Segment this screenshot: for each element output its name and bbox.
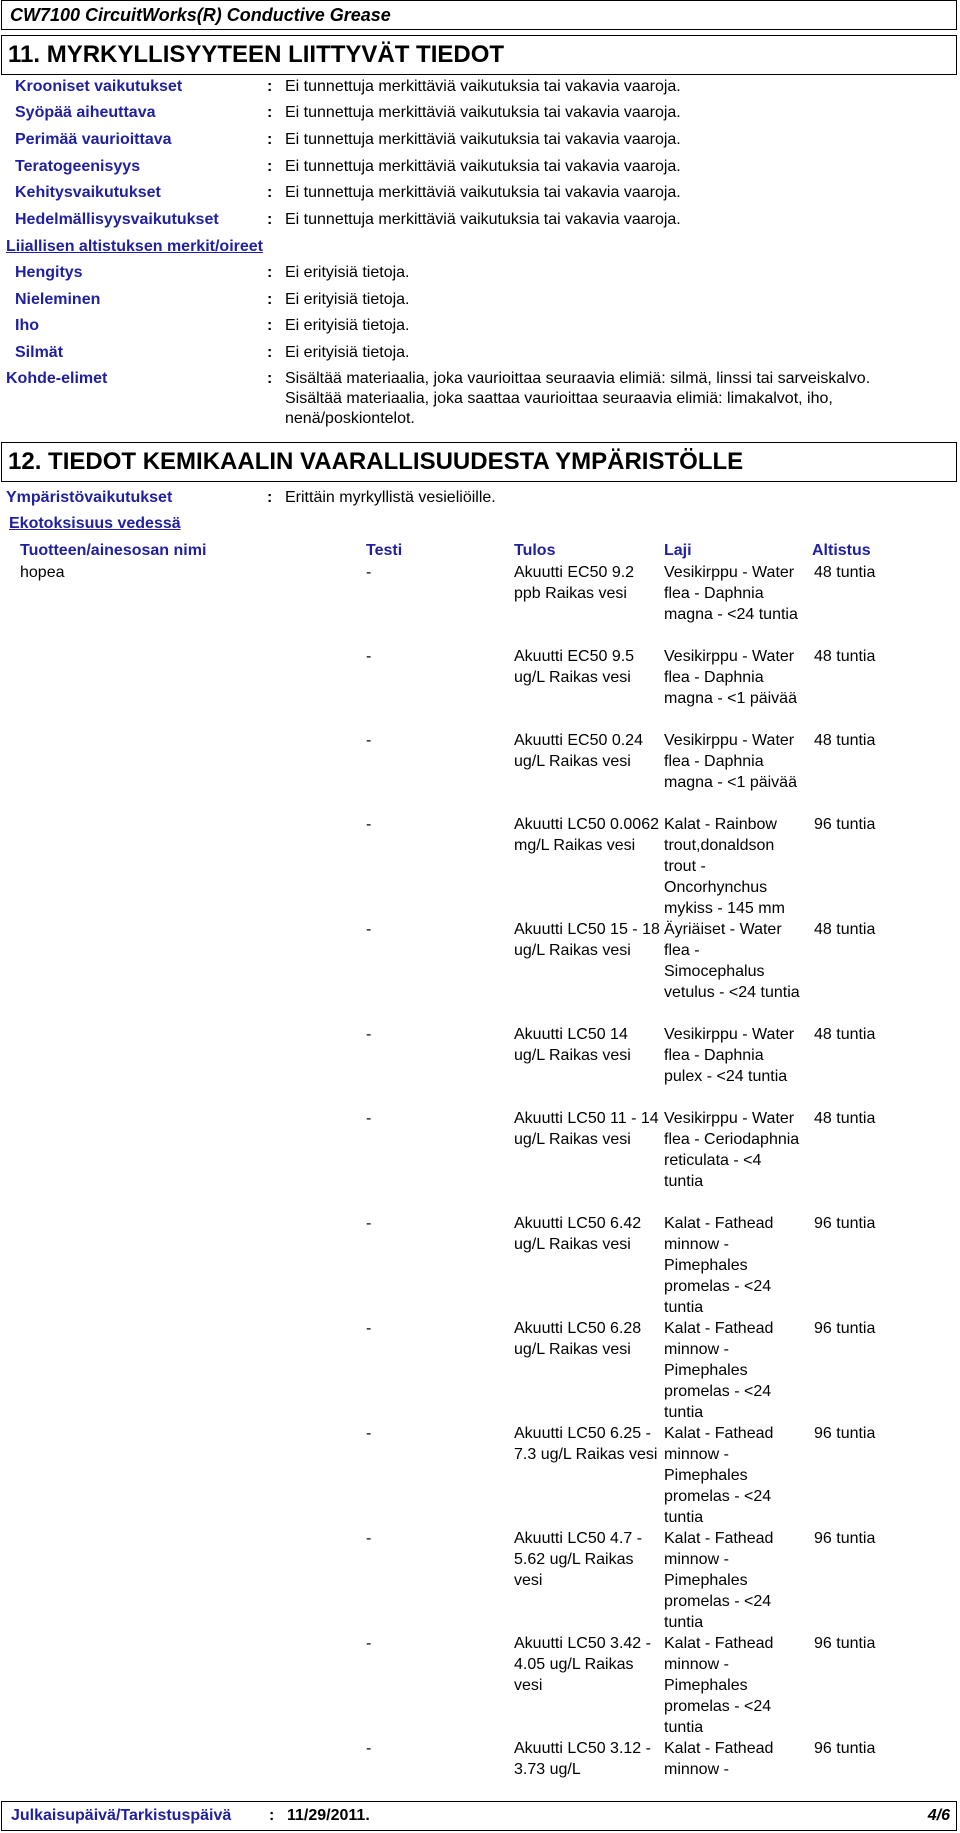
test-cell: -: [366, 1215, 372, 1232]
info-row: [0, 180, 960, 206]
result-cell: Akuutti LC50 11 - 14 ug/L Raikas vesi: [514, 1110, 659, 1148]
test-cell: -: [366, 1320, 372, 1337]
target-organs-value: Sisältää materiaalia, joka vaurioittaa seuraavia elimiä: silmä, linssi tai sarveiskalvo. Sisältää materiaalia, joka saattaa vaurioittaa seuraavia elimiä: limakalvot, iho, nenä/poskiontelot.: [285, 370, 871, 427]
row-value: Ei tunnettuja merkittäviä vaikutuksia tai vakavia vaaroja.: [285, 184, 681, 201]
result-cell: Akuutti EC50 9.5 ug/L Raikas vesi: [514, 648, 635, 686]
column-header-species: Laji: [664, 542, 692, 559]
test-cell: -: [366, 1530, 372, 1547]
info-row: [0, 154, 960, 180]
symptom-label: Iho: [15, 317, 39, 334]
species-cell: Kalat - Rainbow trout,donaldson trout - Oncorhynchus mykiss - 145 mm: [664, 816, 785, 917]
document-title: CW7100 CircuitWorks(R) Conductive Grease: [1, 0, 957, 30]
test-cell: -: [366, 1110, 372, 1127]
colon-separator: :: [267, 489, 273, 506]
species-cell: Äyriäiset - Water flea - Simocephalus vetulus - <24 tuntia: [664, 921, 800, 1001]
test-cell: -: [366, 1425, 372, 1442]
species-cell: Kalat - Fathead minnow - Pimephales promelas - <24 tuntia: [664, 1215, 774, 1316]
exposure-cell: 48 tuntia: [814, 1026, 876, 1043]
row-label: Kehitysvaikutukset: [15, 184, 161, 201]
symptom-row: [0, 313, 960, 339]
exposure-cell: 48 tuntia: [814, 564, 876, 581]
result-cell: Akuutti LC50 0.0062 mg/L Raikas vesi: [514, 816, 659, 854]
env-effects-value: Erittäin myrkyllistä vesieliöille.: [285, 489, 496, 506]
page-footer: [1, 1801, 957, 1831]
colon-separator: :: [269, 1807, 275, 1824]
species-cell: Vesikirppu - Water flea - Ceriodaphnia reticulata - <4 tuntia: [664, 1110, 800, 1190]
symptom-row: [0, 287, 960, 313]
row-label: Perimää vaurioittava: [15, 131, 172, 148]
species-cell: Kalat - Fathead minnow -: [664, 1740, 774, 1778]
row-label: Hedelmällisyysvaikutukset: [15, 211, 219, 228]
colon-separator: :: [267, 184, 273, 201]
exposure-cell: 96 tuntia: [814, 816, 876, 833]
symptom-label: Hengitys: [15, 264, 83, 281]
test-cell: -: [366, 732, 372, 749]
result-cell: Akuutti LC50 4.7 - 5.62 ug/L Raikas vesi: [514, 1530, 643, 1589]
test-cell: -: [366, 1635, 372, 1652]
test-cell: -: [366, 816, 372, 833]
column-header-exposure: Altistus: [812, 542, 871, 559]
test-cell: -: [366, 564, 372, 581]
target-organs-row: [0, 366, 960, 432]
revision-date-value: 11/29/2011.: [287, 1807, 370, 1824]
species-cell: Vesikirppu - Water flea - Daphnia magna - <24 tuntia: [664, 564, 798, 623]
row-value: Ei tunnettuja merkittäviä vaikutuksia tai vakavia vaaroja.: [285, 131, 681, 148]
species-cell: Kalat - Fathead minnow - Pimephales promelas - <24 tuntia: [664, 1320, 774, 1421]
species-cell: Kalat - Fathead minnow - Pimephales promelas - <24 tuntia: [664, 1530, 774, 1631]
colon-separator: :: [267, 211, 273, 228]
row-value: Ei tunnettuja merkittäviä vaikutuksia tai vakavia vaaroja.: [285, 158, 681, 175]
species-cell: Kalat - Fathead minnow - Pimephales promelas - <24 tuntia: [664, 1425, 774, 1526]
colon-separator: :: [267, 78, 273, 95]
result-cell: Akuutti LC50 6.25 - 7.3 ug/L Raikas vesi: [514, 1425, 658, 1463]
row-value: Ei tunnettuja merkittäviä vaikutuksia tai vakavia vaaroja.: [285, 211, 681, 228]
target-organs-label: Kohde-elimet: [6, 370, 108, 387]
exposure-cell: 96 tuntia: [814, 1215, 876, 1232]
exposure-cell: 48 tuntia: [814, 921, 876, 938]
exposure-cell: 48 tuntia: [814, 1110, 876, 1127]
symptom-row: [0, 340, 960, 366]
info-row: [0, 207, 960, 233]
result-cell: Akuutti EC50 0.24 ug/L Raikas vesi: [514, 732, 643, 770]
species-cell: Vesikirppu - Water flea - Daphnia magna - <1 päivää: [664, 732, 797, 791]
result-cell: Akuutti LC50 14 ug/L Raikas vesi: [514, 1026, 631, 1064]
colon-separator: :: [267, 264, 273, 281]
symptom-label: Silmät: [15, 344, 64, 361]
symptom-value: Ei erityisiä tietoja.: [285, 317, 410, 334]
symptom-value: Ei erityisiä tietoja.: [285, 264, 410, 281]
symptoms-subheading: Liiallisen altistuksen merkit/oireet: [6, 238, 263, 255]
info-row: [0, 127, 960, 153]
result-cell: Akuutti LC50 3.42 - 4.05 ug/L Raikas vesi: [514, 1635, 651, 1694]
page-number: 4/6: [927, 1807, 950, 1824]
colon-separator: :: [267, 344, 273, 361]
result-cell: Akuutti LC50 6.28 ug/L Raikas vesi: [514, 1320, 642, 1358]
row-label: Syöpää aiheuttava: [15, 104, 156, 121]
info-row: [0, 100, 960, 126]
env-effects-label: Ympäristövaikutukset: [6, 489, 173, 506]
symptom-value: Ei erityisiä tietoja.: [285, 291, 410, 308]
result-cell: Akuutti EC50 9.2 ppb Raikas vesi: [514, 564, 635, 602]
colon-separator: :: [267, 131, 273, 148]
exposure-cell: 48 tuntia: [814, 648, 876, 665]
colon-separator: :: [267, 104, 273, 121]
species-cell: Kalat - Fathead minnow - Pimephales promelas - <24 tuntia: [664, 1635, 774, 1736]
product-name: hopea: [20, 564, 65, 581]
exposure-cell: 96 tuntia: [814, 1530, 876, 1547]
test-cell: -: [366, 648, 372, 665]
exposure-cell: 96 tuntia: [814, 1740, 876, 1757]
symptom-row: [0, 260, 960, 286]
result-cell: Akuutti LC50 15 - 18 ug/L Raikas vesi: [514, 921, 660, 959]
test-cell: -: [366, 1026, 372, 1043]
symptom-label: Nieleminen: [15, 291, 101, 308]
row-label: Teratogeenisyys: [15, 158, 141, 175]
column-header-test: Testi: [366, 542, 403, 559]
exposure-cell: 48 tuntia: [814, 732, 876, 749]
colon-separator: :: [267, 291, 273, 308]
colon-separator: :: [267, 317, 273, 334]
colon-separator: :: [267, 158, 273, 175]
row-value: Ei tunnettuja merkittäviä vaikutuksia tai vakavia vaaroja.: [285, 104, 681, 121]
exposure-cell: 96 tuntia: [814, 1425, 876, 1442]
column-header-result: Tulos: [514, 542, 556, 559]
info-row: [0, 74, 960, 100]
test-cell: -: [366, 1740, 372, 1757]
result-cell: Akuutti LC50 6.42 ug/L Raikas vesi: [514, 1215, 642, 1253]
section-12-heading: 12. TIEDOT KEMIKAALIN VAARALLISUUDESTA YMPÄRISTÖLLE: [1, 442, 957, 482]
symptom-value: Ei erityisiä tietoja.: [285, 344, 410, 361]
result-cell: Akuutti LC50 3.12 - 3.73 ug/L: [514, 1740, 651, 1778]
test-cell: -: [366, 921, 372, 938]
species-cell: Vesikirppu - Water flea - Daphnia magna - <1 päivää: [664, 648, 797, 707]
section-11-heading: 11. MYRKYLLISYYTEEN LIITTYVÄT TIEDOT: [1, 35, 957, 75]
env-effects-row: [0, 485, 960, 511]
revision-date-label: Julkaisupäivä/Tarkistuspäivä: [11, 1807, 232, 1824]
colon-separator: :: [267, 370, 273, 387]
row-value: Ei tunnettuja merkittäviä vaikutuksia tai vakavia vaaroja.: [285, 78, 681, 95]
column-header-name: Tuotteen/ainesosan nimi: [20, 542, 207, 559]
ecotoxicity-subheading: Ekotoksisuus vedessä: [9, 515, 181, 532]
species-cell: Vesikirppu - Water flea - Daphnia pulex - <24 tuntia: [664, 1026, 795, 1085]
exposure-cell: 96 tuntia: [814, 1635, 876, 1652]
exposure-cell: 96 tuntia: [814, 1320, 876, 1337]
row-label: Krooniset vaikutukset: [15, 78, 183, 95]
